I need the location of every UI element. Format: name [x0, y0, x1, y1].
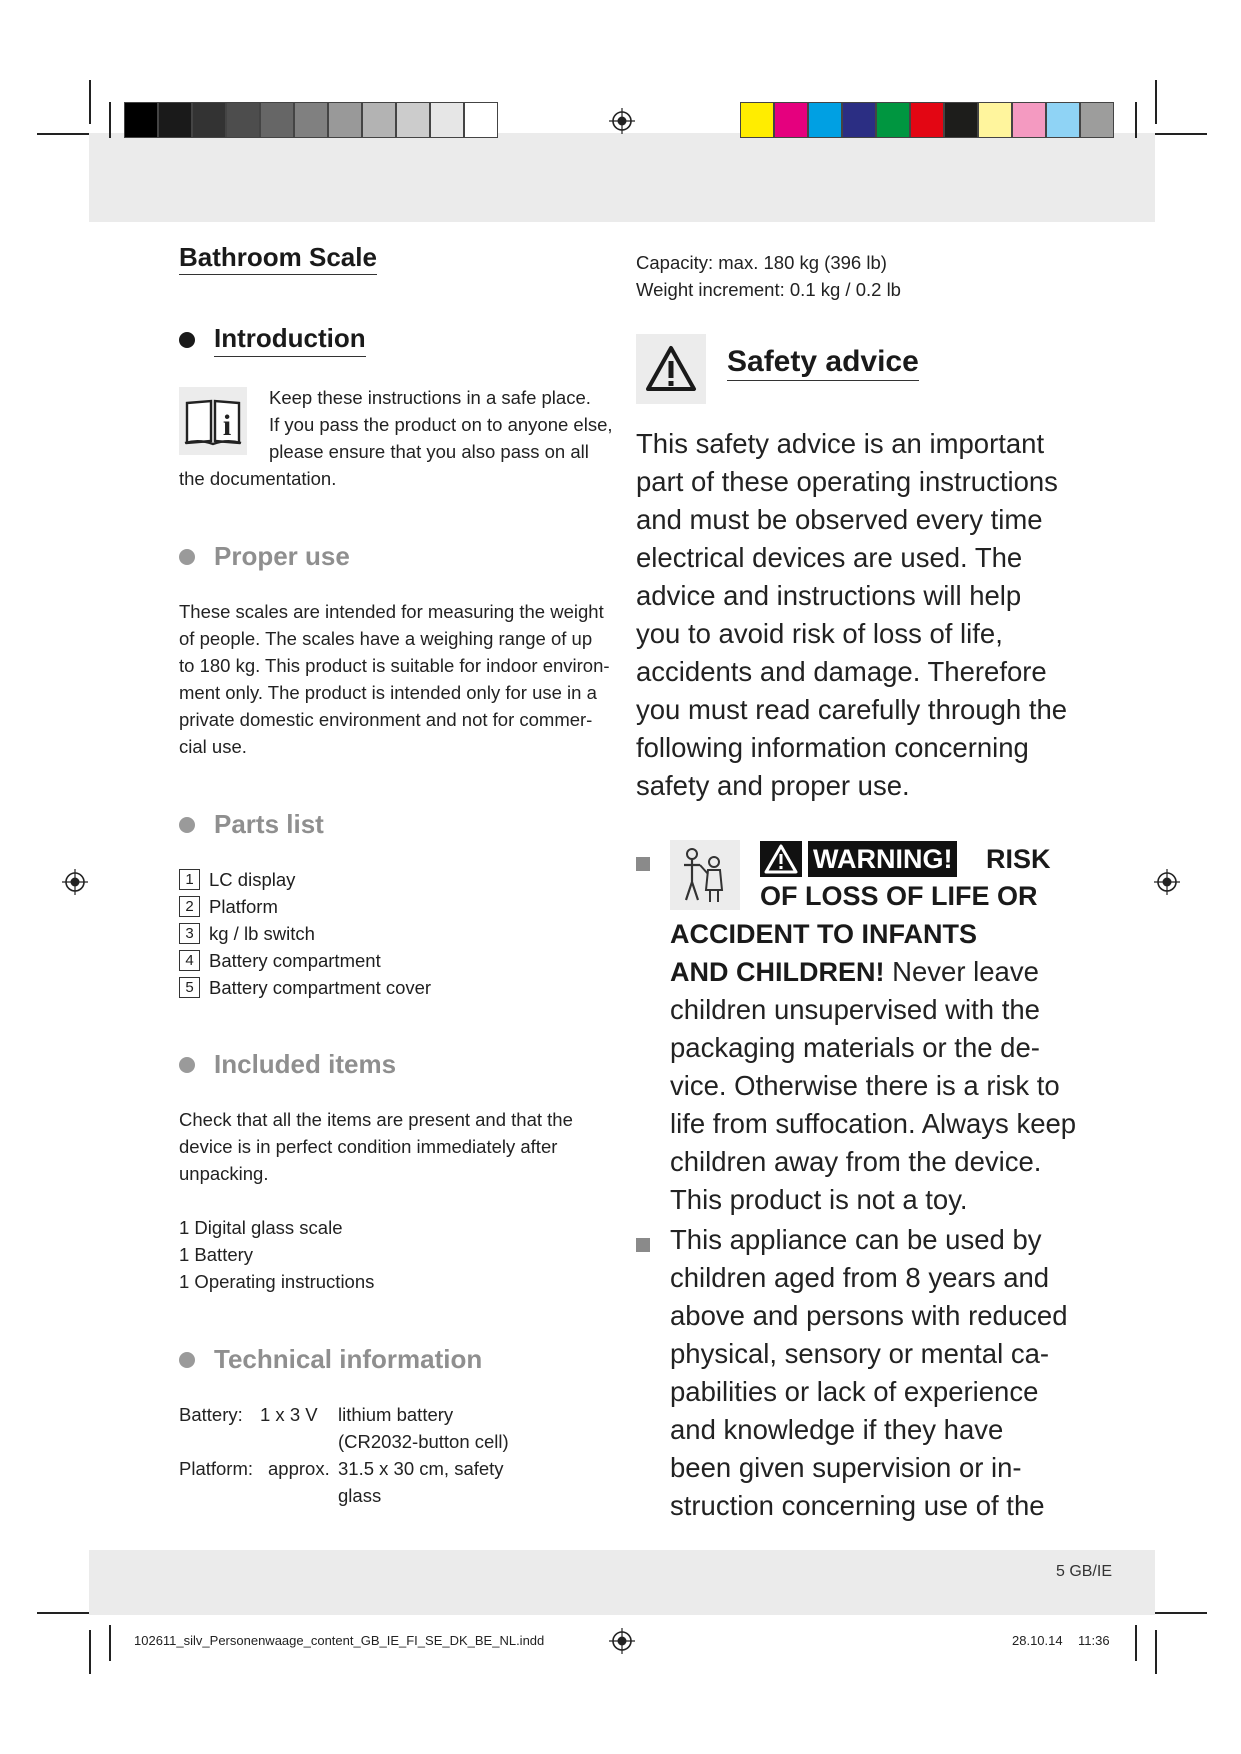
section-heading: Safety advice: [727, 345, 919, 381]
registration-mark-icon: [609, 108, 635, 134]
text-line: life from suffocation. Always keep: [670, 1108, 1077, 1139]
safety-intro-text: [636, 425, 1096, 805]
capacity-spec: [636, 249, 1076, 303]
text-line: These scales are intended for measuring the weight: [179, 601, 604, 622]
list-item: [179, 947, 431, 974]
text-line: been given supervision or in-: [670, 1452, 1022, 1483]
spec-value: 1 x 3 V: [260, 1404, 318, 1425]
text-line: private domestic environment and not for commer-: [179, 709, 593, 730]
color-swatch: [740, 102, 774, 138]
text-line: Keep these instructions in a safe place.: [269, 387, 591, 408]
registration-mark-icon: [1154, 869, 1180, 895]
increment-line: Weight increment: 0.1 kg / 0.2 lb: [636, 279, 901, 300]
list-item: [179, 920, 431, 947]
part-label: LC display: [209, 868, 296, 890]
text-line: packaging materials or the de-: [670, 1032, 1040, 1063]
text-line: cial use.: [179, 736, 247, 757]
svg-text:i: i: [222, 409, 232, 442]
text-line: physical, sensory or mental ca-: [670, 1338, 1050, 1369]
print-time: 11:36: [1078, 1633, 1110, 1648]
text-line: children away from the device.: [670, 1146, 1042, 1177]
text-line: This appliance can be used by: [670, 1224, 1042, 1255]
proper-use-text: [179, 598, 619, 760]
text-line: This safety advice is an important: [636, 428, 1045, 459]
file-name: 102611_silv_Personenwaage_content_GB_IE_FI_SE_DK_BE_NL.indd: [134, 1633, 545, 1648]
text-line: unpacking.: [179, 1163, 269, 1184]
warning-triangle-icon: [636, 334, 706, 404]
color-swatch: [294, 102, 328, 138]
spec-value: approx.: [268, 1458, 330, 1479]
section-parts-list: [179, 809, 324, 840]
warning-text-line: [670, 953, 1039, 991]
color-swatch: [430, 102, 464, 138]
color-swatch: [1012, 102, 1046, 138]
color-swatch: [260, 102, 294, 138]
part-label: Battery compartment: [209, 949, 381, 971]
bullet-square-icon: [636, 1238, 650, 1252]
text-line: safety and proper use.: [636, 770, 910, 801]
part-label: Platform: [209, 895, 278, 917]
bullet-icon: [179, 1057, 195, 1073]
appliance-text: [670, 1221, 1110, 1525]
print-date: 28.10.14: [1012, 1633, 1063, 1648]
color-swatch: [396, 102, 430, 138]
text-line: advice and instructions will help: [636, 580, 1022, 611]
list-item: [179, 893, 431, 920]
text-line: and knowledge if they have: [670, 1414, 1004, 1445]
child-icon: [670, 840, 740, 910]
spec-value: glass: [338, 1485, 382, 1506]
spec-label: Platform:: [179, 1458, 254, 1479]
spec-value: (CR2032-button cell): [338, 1431, 509, 1452]
text-line: children unsupervised with the: [670, 994, 1040, 1025]
registration-mark-icon: [62, 869, 88, 895]
color-swatch: [328, 102, 362, 138]
section-heading: Parts list: [214, 809, 324, 839]
part-number: 2: [179, 896, 200, 917]
warning-title-line: ACCIDENT TO INFANTS: [670, 919, 978, 949]
text-line: to 180 kg. This product is suitable for indoor environ-: [179, 655, 610, 676]
text-line: and must be observed every time: [636, 504, 1043, 535]
text-line: accidents and damage. Therefore: [636, 656, 1047, 687]
text-line: device is in perfect condition immediately after: [179, 1136, 558, 1157]
warning-title-line: OF LOSS OF LIFE OR: [760, 881, 1038, 911]
spec-value: 31.5 x 30 cm, safety: [338, 1458, 504, 1479]
list-item: 1 Operating instructions: [179, 1271, 375, 1292]
list-item: [179, 974, 431, 1001]
section-heading: Technical information: [214, 1344, 483, 1374]
bullet-icon: [179, 332, 195, 348]
color-swatch: [808, 102, 842, 138]
page-number: 5 GB/IE: [1055, 1563, 1112, 1580]
section-proper-use: [179, 541, 350, 572]
text-line: Check that all the items are present and that the: [179, 1109, 573, 1130]
color-swatch: [1080, 102, 1114, 138]
color-swatch: [978, 102, 1012, 138]
intro-text: [269, 384, 619, 465]
warning-symbol-icon: [760, 841, 802, 877]
spec-value: lithium battery: [338, 1404, 454, 1425]
capacity-line: Capacity: max. 180 kg (396 lb): [636, 252, 887, 273]
text-line: you must read carefully through the: [636, 694, 1068, 725]
color-swatch: [910, 102, 944, 138]
text-line: you to avoid risk of loss of life,: [636, 618, 1003, 649]
header-band: [89, 133, 1155, 222]
warning-text: [670, 991, 1110, 1219]
spec-label: Battery:: [179, 1404, 243, 1425]
left-column-title: [179, 242, 377, 273]
color-swatch: [842, 102, 876, 138]
text-line: of people. The scales have a weighing range of up: [179, 628, 593, 649]
text-line: This product is not a toy.: [670, 1184, 968, 1215]
color-swatch: [226, 102, 260, 138]
section-heading: Introduction: [214, 323, 366, 357]
section-heading: Proper use: [214, 541, 350, 571]
list-item: 1 Digital glass scale: [179, 1217, 343, 1238]
bullet-square-icon: [636, 857, 650, 871]
color-swatch: [464, 102, 498, 138]
part-number: 5: [179, 977, 200, 998]
list-item: 1 Battery: [179, 1244, 254, 1265]
section-technical-information: [179, 1344, 482, 1375]
text-line: ment only. The product is intended only for use in a: [179, 682, 597, 703]
text-line: the documentation.: [179, 468, 337, 489]
color-swatch: [192, 102, 226, 138]
text-line: struction concerning use of the: [670, 1490, 1045, 1521]
text-fragment: Never leave: [884, 956, 1039, 987]
text-line: following information concerning: [636, 732, 1029, 763]
color-swatch: [362, 102, 396, 138]
part-label: kg / lb switch: [209, 922, 315, 944]
color-swatch: [944, 102, 978, 138]
part-number: 4: [179, 950, 200, 971]
text-line: part of these operating instructions: [636, 466, 1058, 497]
page-title: Bathroom Scale: [179, 242, 377, 275]
list-item: [179, 866, 431, 893]
text-line: children aged from 8 years and: [670, 1262, 1050, 1293]
part-label: Battery compartment cover: [209, 976, 432, 998]
info-book-icon: [179, 387, 247, 455]
warning-badge: WARNING!: [808, 841, 957, 877]
color-swatch: [876, 102, 910, 138]
text-line: please ensure that you also pass on all: [269, 441, 589, 462]
text-line: pabilities or lack of experience: [670, 1376, 1039, 1407]
section-introduction: [179, 323, 366, 357]
section-heading: Included items: [214, 1049, 397, 1079]
safety-heading-wrap: [727, 345, 919, 379]
technical-table: [179, 1401, 619, 1511]
color-swatch: [1046, 102, 1080, 138]
included-text: [179, 1106, 619, 1187]
parts-list: [179, 866, 431, 1001]
registration-mark-icon: [609, 1628, 635, 1654]
color-swatch: [158, 102, 192, 138]
section-included-items: [179, 1049, 396, 1080]
color-swatch: [774, 102, 808, 138]
footer-band: [89, 1550, 1155, 1615]
text-line: vice. Otherwise there is a risk to: [670, 1070, 1060, 1101]
bullet-icon: [179, 817, 195, 833]
part-number: 1: [179, 869, 200, 890]
color-swatch: [124, 102, 158, 138]
part-number: 3: [179, 923, 200, 944]
warning-title-line: RISK: [986, 844, 1051, 874]
bullet-icon: [179, 1352, 195, 1368]
text-line: above and persons with reduced: [670, 1300, 1068, 1331]
text-line: If you pass the product on to anyone else,: [269, 414, 613, 435]
bullet-icon: [179, 549, 195, 565]
text-line: electrical devices are used. The: [636, 542, 1023, 573]
included-items-list: [179, 1214, 619, 1295]
warning-title-line: AND CHILDREN!: [670, 957, 885, 987]
